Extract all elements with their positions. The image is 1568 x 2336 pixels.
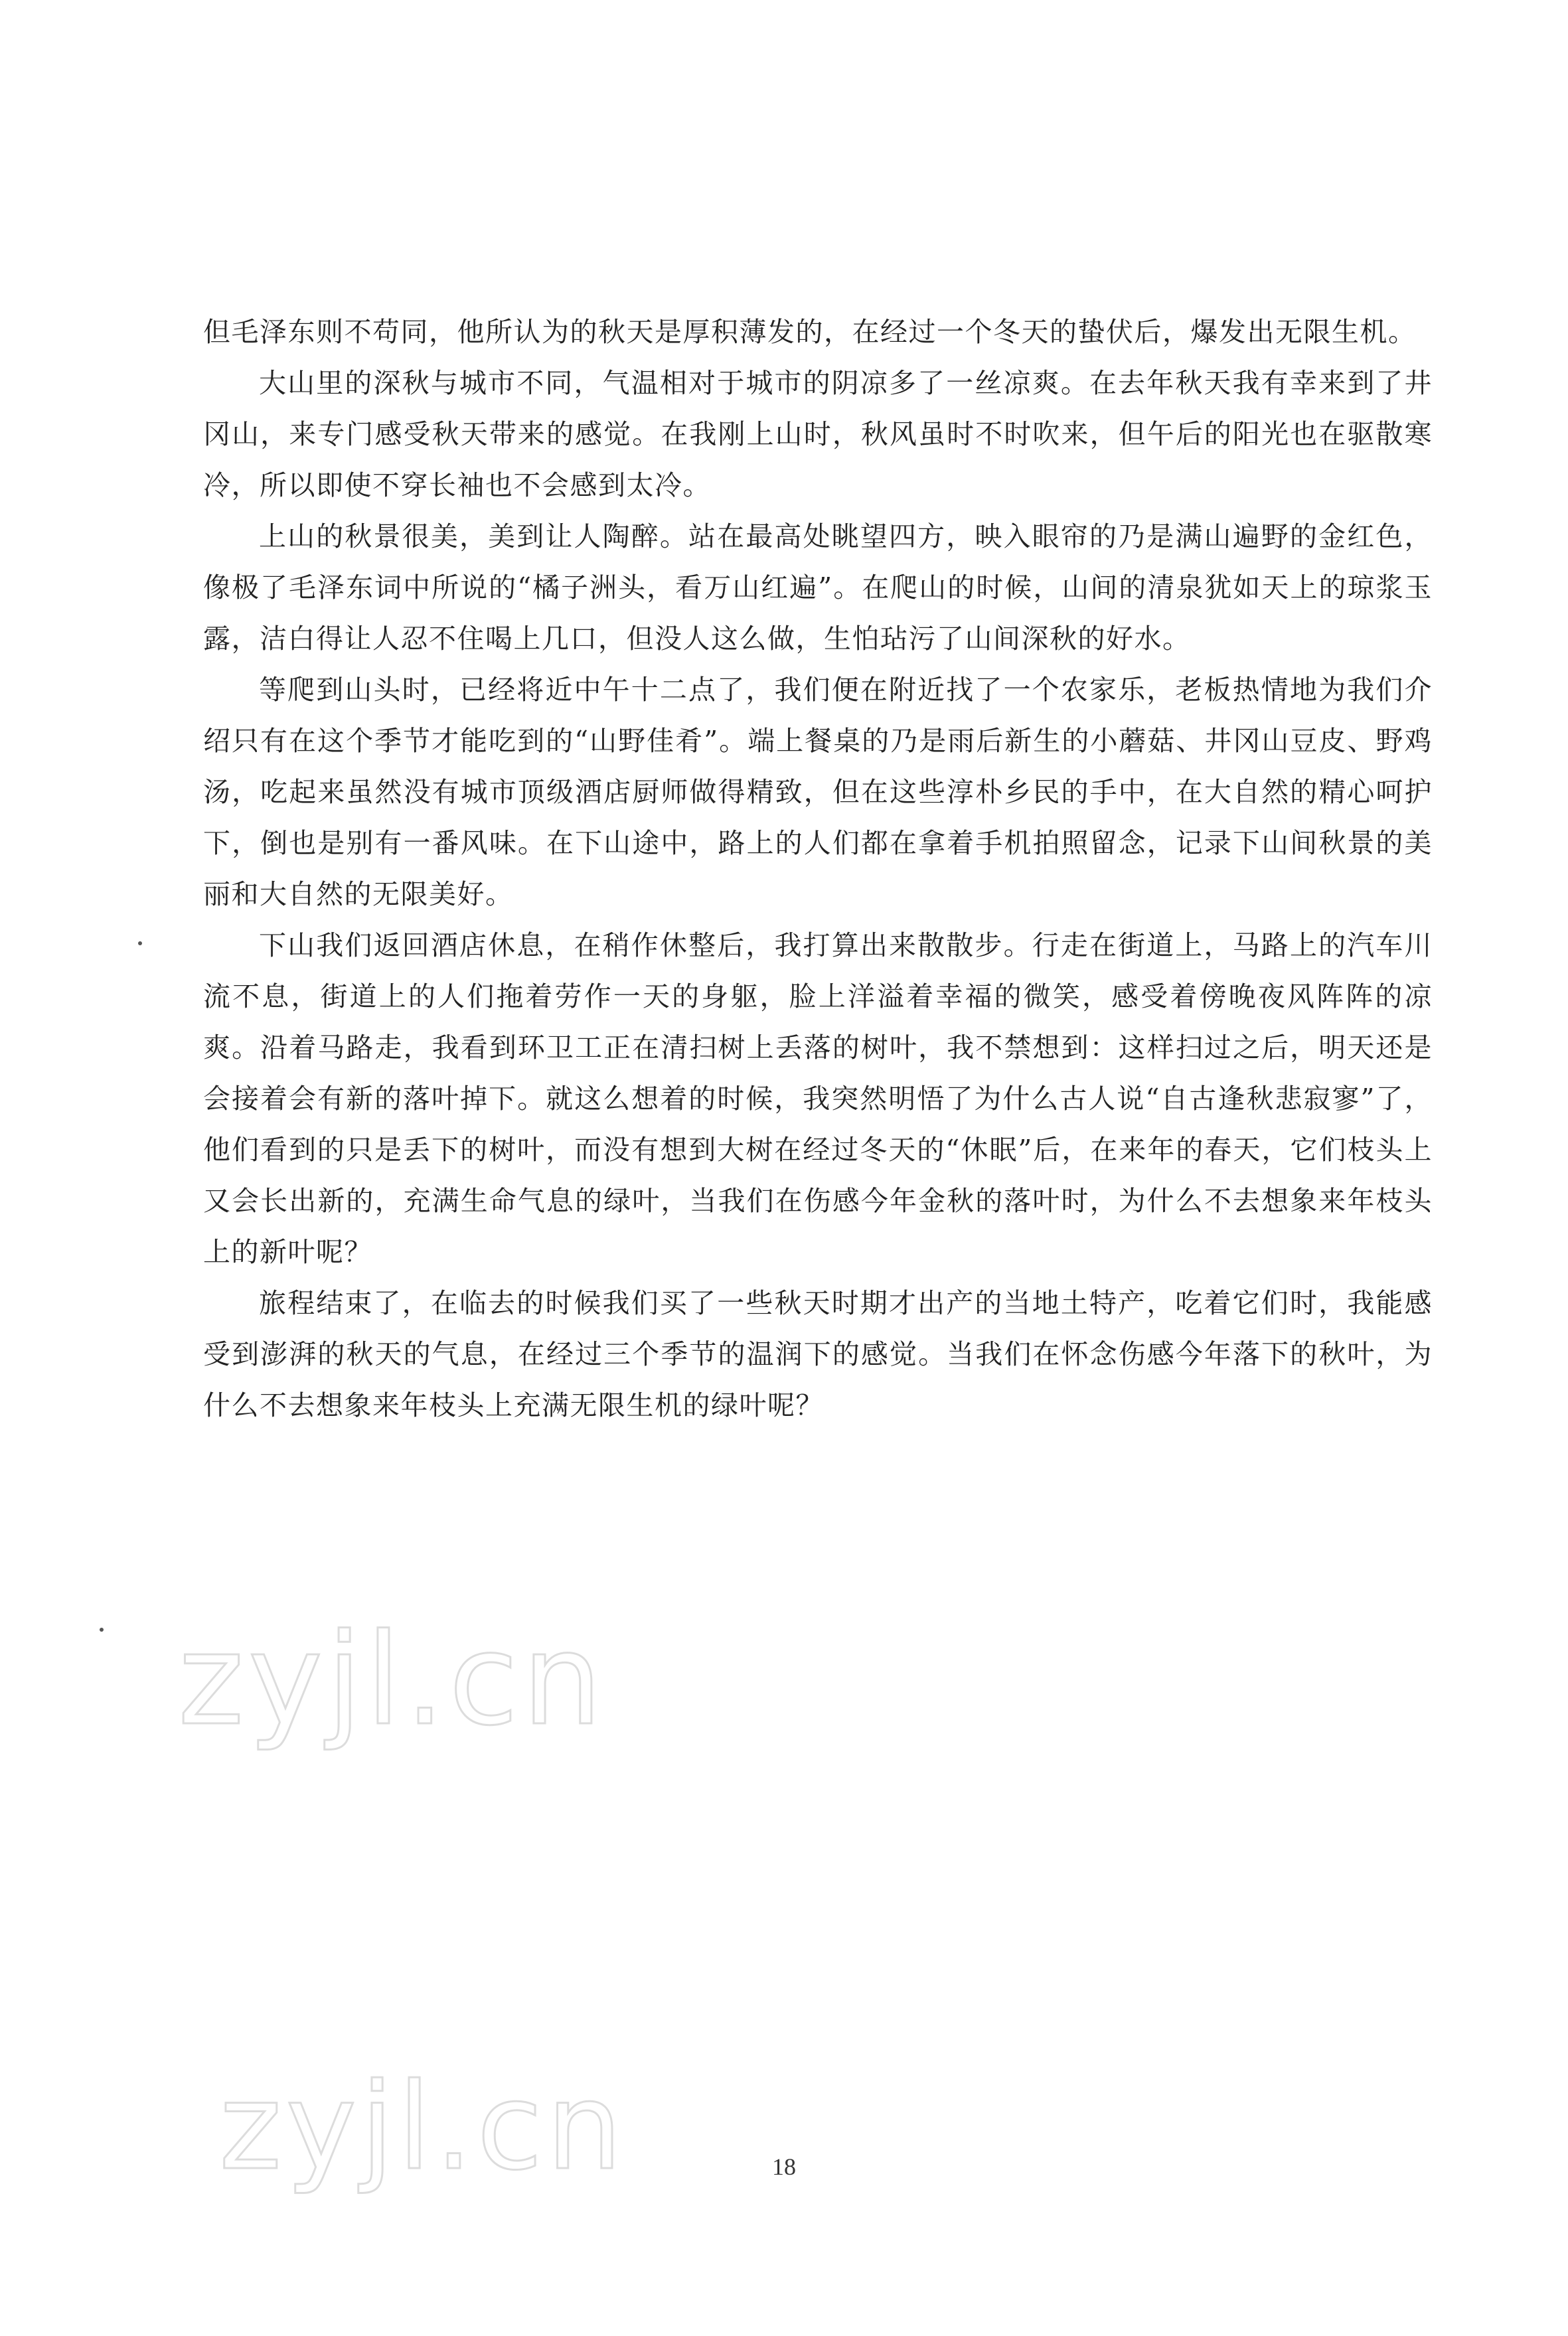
paragraph: 等爬到山头时，已经将近中午十二点了，我们便在附近找了一个农家乐，老板热情地为我们介绍只有在这个季节才能吃到的“山野佳肴”。端上餐桌的乃是雨后新生的小蘑菇、井冈山豆皮、野鸡汤，吃起来虽然没有城市顶级酒店厨师做得精致，但在这些淳朴乡民的手中，在大自然的精心呵护下，倒也是别有一番风味。在下山途中，路上的人们都在拿着手机拍照留念，记录下山间秋景的美丽和大自然的无限美好。 [203, 674, 1433, 910]
watermark-logo: zyjl.cn [219, 2058, 627, 2197]
paragraph: 大山里的深秋与城市不同，气温相对于城市的阴凉多了一丝凉爽。在去年秋天我有幸来到了井冈山，来专门感受秋天带来的感觉。在我刚上山时，秋风虽时不时吹来，但午后的阳光也在驱散寒冷，所以即使不穿长袖也不会感到太冷。 [203, 367, 1433, 501]
paragraph: 上山的秋景很美，美到让人陶醉。站在最高处眺望四方，映入眼帘的乃是满山遍野的金红色，像极了毛泽东词中所说的“橘子洲头，看万山红遍”。在爬山的时候，山间的清泉犹如天上的琼浆玉露，洁白得让人忍不住喝上几口，但没人这么做，生怕玷污了山间深秋的好水。 [203, 520, 1433, 655]
paragraph: 旅程结束了，在临去的时候我们买了一些秋天时期才出产的当地土特产，吃着它们时，我能感受到澎湃的秋天的气息，在经过三个季节的温润下的感觉。当我们在怀念伤感今年落下的秋叶，为什么不去想象来年枝头上充满无限生机的绿叶呢？ [203, 1287, 1433, 1421]
page-number: 18 [772, 2153, 796, 2180]
scan-speck [138, 941, 142, 945]
watermark-logo: zyjl.cn [178, 1606, 607, 1753]
article-body [203, 307, 1433, 1431]
paragraph-continued: 但毛泽东则不苟同，他所认为的秋天是厚积薄发的，在经过一个冬天的蛰伏后，爆发出无限生机。 [203, 316, 1417, 348]
scan-speck [100, 1628, 104, 1632]
paragraph: 下山我们返回酒店休息，在稍作休整后，我打算出来散散步。行走在街道上，马路上的汽车川流不息，街道上的人们拖着劳作一天的身躯，脸上洋溢着幸福的微笑，感受着傍晚夜风阵阵的凉爽。沿着马路走，我看到环卫工正在清扫树上丢落的树叶，我不禁想到：这样扫过之后，明天还是会接着会有新的落叶掉下。就这么想着的时候，我突然明悟了为什么古人说“自古逢秋悲寂寥”了，他们看到的只是丢下的树叶，而没有想到大树在经过冬天的“休眠”后，在来年的春天，它们枝头上又会长出新的，充满生命气息的绿叶，当我们在伤感今年金秋的落叶时，为什么不去想象来年枝头上的新叶呢？ [203, 929, 1433, 1268]
